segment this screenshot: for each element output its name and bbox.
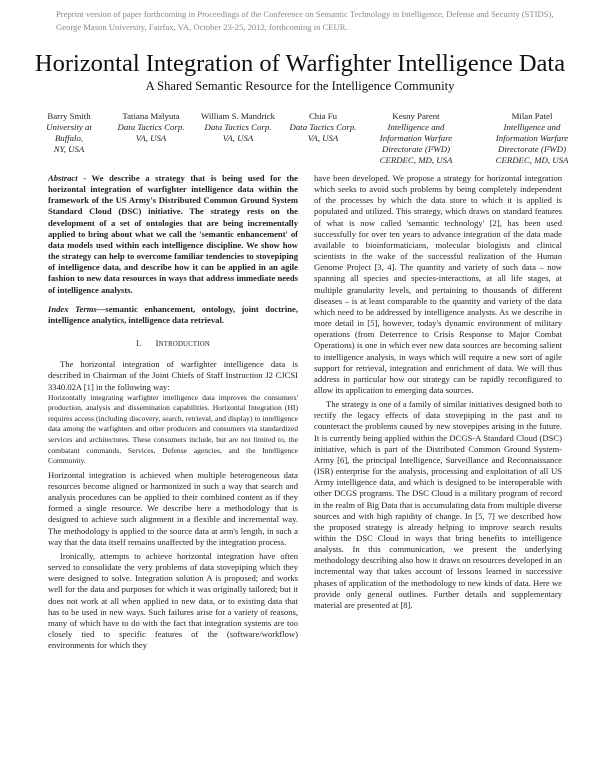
index-terms <box>48 304 298 326</box>
abstract-text: - We describe a strategy that is being used for the horizontal integration of warfighter intelligence data within the framework of the US Army's Distributed Common Ground System Standard Cloud (DSC) initiative. The strategy rests on the development of a set of ontologies that are being incrementally applied to bring about what we call the 'semantic enhancement' of data models used within each intelligence discipline. We show how the strategy can help to overcome familiar tendencies to stovepiping of intelligence data, and describe how it can be applied in an agile fashion to new data resources in ways that address immediate needs of intelligence analysts. <box>48 173 298 295</box>
author-affiliation: Buffalo, <box>54 133 84 143</box>
right-column <box>314 173 562 611</box>
section-title-rest: NTRODUCTION <box>158 341 210 349</box>
index-terms-text: —semantic enhancement, ontology, joint doctrine, intelligence analytics, intelligence data retrieval. <box>48 303 298 325</box>
author-block <box>106 111 196 144</box>
author-block <box>26 111 112 155</box>
author-block <box>191 111 285 144</box>
author-name: Kesny Parent <box>392 111 440 121</box>
author-affiliation: CERDEC, MD, USA <box>379 155 453 165</box>
author-affiliation: VA, USA <box>135 133 167 143</box>
abstract <box>48 173 298 296</box>
author-affiliation: Intelligence and <box>503 122 561 132</box>
author-name: William S. Mandrick <box>200 111 276 121</box>
author-name: Barry Smith <box>47 111 91 121</box>
paper-subtitle: A Shared Semantic Resource for the Intelligence Community <box>145 79 455 93</box>
section-initial: I <box>155 338 159 349</box>
author-block <box>278 111 368 144</box>
body-paragraph: Horizontal integration is achieved when multiple heterogeneous data resources become aligned or harmonized in such a way that search and analysis procedures can be applied to their combined content as if they formed a single resource. We describe here a methodology that is designed to achieve such alignment in a flexible and incremental way. The methodology is applied to the source data at arm's length, in such a way that the data itself remains unaffected by the integration process. <box>48 469 298 547</box>
author-block <box>368 111 464 166</box>
author-affiliation: Information Warfare <box>495 133 569 143</box>
author-affiliation: Information Warfare <box>379 133 453 143</box>
intro-paragraph: The horizontal integration of warfighter intelligence data is described in Chairman of the Joint Chiefs of Staff Instruction J2 CJCSI 3340.02A [1] in the following way: <box>48 359 298 392</box>
preprint-notice: Preprint version of paper forthcoming in Proceedings of the Conference on Semantic Technology in Intelligence, Defense and Security (STIDS), George Mason University, Fairfax, VA, October 23-25, 2012, forthcoming in CEUR. <box>56 9 554 32</box>
author-affiliation: Data Tactics Corp. <box>117 122 185 132</box>
author-affiliation: VA, USA <box>307 133 339 143</box>
section-number: I. <box>136 338 142 349</box>
author-affiliation: Intelligence and <box>387 122 445 132</box>
author-affiliation: NY, USA <box>53 144 85 154</box>
author-affiliation: Directorate (I²WD) <box>497 144 567 154</box>
body-paragraph: The strategy is one of a family of similar initiatives designed both to rectify the legacy effects of data stovepiping in the past and to counteract the problems caused by new stovepipes arising in the future. It is currently being applied within the DCGS-A Standard Cloud (DSC) initiative, which is part of the Distributed Common Ground System-Army [6], the principal Intelligence, Surveillance and Reconnaissance (ISR) enterprise for the analysis, processing and exploitation of all US Army intelligence data, and which is designed to be interoperable with other DCGS programs. The DSC Cloud is a military program of record in the realm of Big Data that is accumulating data from multiple diverse sources and with high rapidity of change. In [5, 7] we described how the proposed strategy is already helping to improve search results within the DSC Cloud in ways that bring benefits to intelligence analysts. In this communication, we present the underlying methodology describing also how it draws on resources developed in an incremental way that takes account of lessons learned in successive phases of application of the methodology to new kinds of data. Here we provide only general outlines. Further details and supplementary material are presented at [8]. <box>314 399 562 610</box>
author-name: Tatiana Malyuta <box>122 111 180 121</box>
author-affiliation: CERDEC, MD, USA <box>495 155 569 165</box>
index-terms-label: Index Terms <box>48 303 97 314</box>
author-affiliation: Data Tactics Corp. <box>289 122 357 132</box>
paper-title: Horizontal Integration of Warfighter Intelligence Data <box>34 50 566 77</box>
author-affiliation: Directorate (I²WD) <box>381 144 451 154</box>
section-heading <box>48 338 298 350</box>
author-name: Milan Patel <box>511 111 553 121</box>
abstract-label: Abstract <box>48 173 78 183</box>
doctrine-quote: Horizontally integrating warfighter intelligence data improves the consumers' production, analysis and dissemination capabilities. Horizontal Integration (HI) requires access (including discovery, search, retrieval, and display) to intelligence data among the warfighters and other producers and consumers via standardized services and architectures. These consumers include, but are not limited to, the combatant commands, Services, Defense agencies, and the Intelligence Community. <box>48 392 298 466</box>
body-paragraph: Ironically, attempts to achieve horizontal integration have often served to consolidate the very problems of data stovepiping which they were designed to solve. Integration solution A is proposed; and works well for the data and purposes for which it was originally tailored; but it does not work at all when applied to new data, or to existing data that has to be used in new ways. Such failures arise for a variety of reasons, many of which have to do with the fact that integration systems are too closely tied to specific features of the (software/workflow) environments for which they <box>48 550 298 651</box>
author-block <box>484 111 580 166</box>
author-name: Chia Fu <box>308 111 338 121</box>
author-affiliation: VA, USA <box>222 133 254 143</box>
author-affiliation: Data Tactics Corp. <box>204 122 272 132</box>
body-paragraph: have been developed. We propose a strategy for horizontal integration which seeks to avoid such problems by being completely independent of the processes by which the data store to which it is applied is populated and utilized. This strategy, which draws on standard features of what is now called 'semantic technology' [2], has been used successfully for over ten years to advance integration of the data made available to bioinformaticians, molecular biologists and clinical scientists in the wake of the successful realization of the Human Genome Project [3, 4]. The quantity and variety of such data – now spanning all species and species-interactions, at all life stages, at multiple granularity levels, and pertaining to thousands of different diseases – is at least comparable to the quantity and variety of the data which need to be addressed by intelligence analysts. As we describe in more detail in [5], however, today's dynamic environment of military operations (from Deterrence to Crisis Response to Major Combat Operations) is one in which ever new data sources are becoming salient to intelligence analysis, in ways which will require a new sort of agile support for retrieval, integration and enrichment of data. We will thus address in particular how our strategy can be rapidly reconfigured to allow its application to emerging data sources. <box>314 173 562 395</box>
author-affiliation: University at <box>46 122 92 132</box>
left-column <box>48 173 298 651</box>
